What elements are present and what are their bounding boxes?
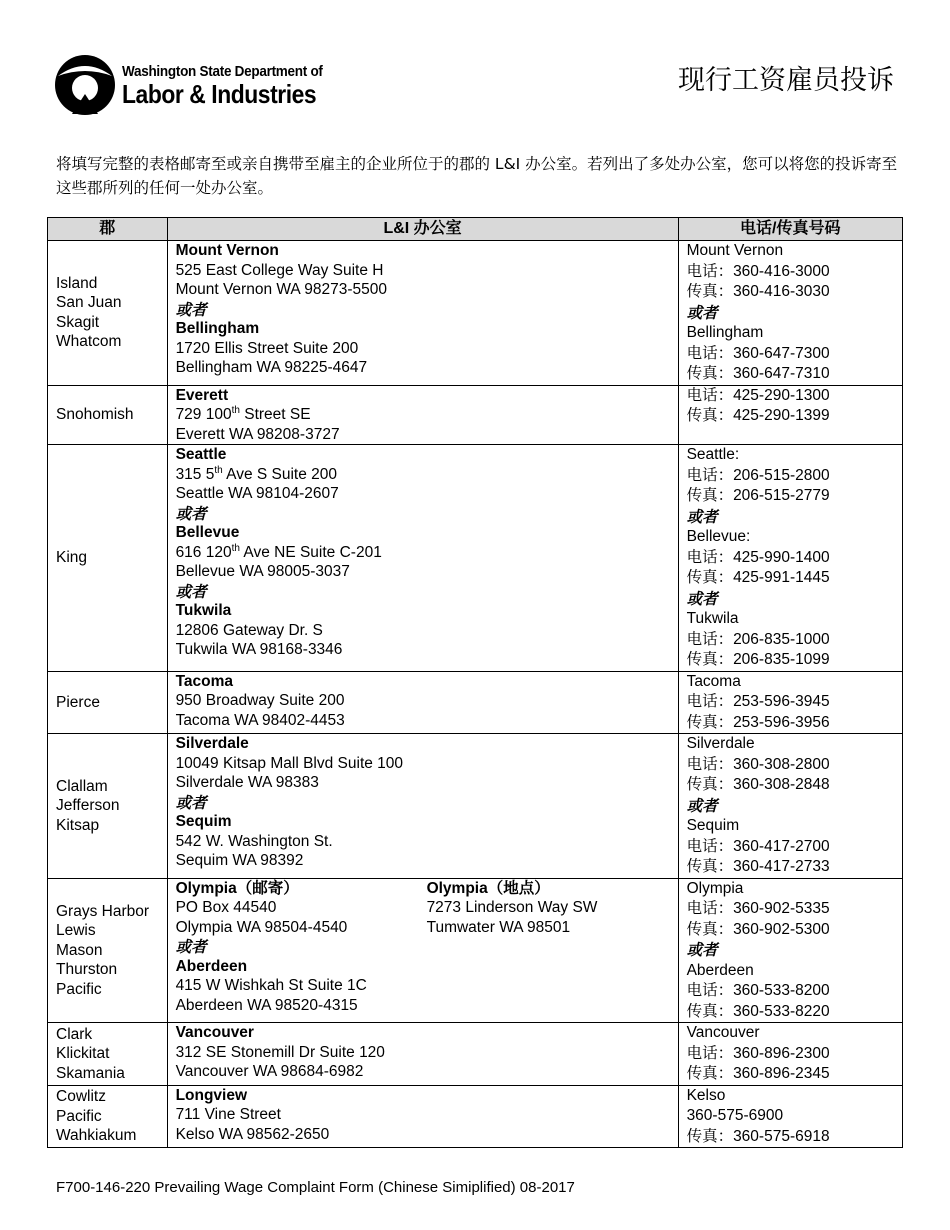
table-row [48, 1085, 903, 1148]
office-name: Olympia（邮寄） [175, 879, 299, 897]
phone-cell: Kelso 360-575-6900 传真：360-575-6918 [678, 1085, 902, 1148]
phone-cell: Vancouver 电话：360-896-2300 传真：360-896-2345 [678, 1023, 902, 1086]
office-name: Everett [175, 386, 229, 404]
lni-logo-mark [54, 54, 116, 116]
office-cell: Longview 711 Vine Street Kelso WA 98562-2650 [167, 1085, 678, 1148]
office-name: Aberdeen [175, 957, 248, 975]
office-name: Olympia（地点） [426, 879, 550, 897]
office-cell: Seattle 315 5th Ave S Suite 200 Seattle WA 98104-2607 或者 Bellevue 616 120th Ave NE Suite C-201 Bellevue WA 98005-3037 或者 Tukwila 12806 Gateway Dr. S Tukwila WA 98168-3346 [167, 445, 678, 672]
county-cell: Grays Harbor Lewis Mason Thurston Pacific [48, 878, 168, 1023]
office-name: Silverdale [175, 735, 249, 752]
phone-cell: Olympia 电话：360-902-5335 传真：360-902-5300 或者 Aberdeen 电话：360-533-8200 传真：360-533-8220 [678, 878, 902, 1023]
phone-cell: Seattle: 电话：206-515-2800 传真：206-515-2779 或者 Bellevue: 电话：425-990-1400 传真：425-991-1445 或者 Tukwila 电话：206-835-1000 传真：206-835-1099 [678, 445, 902, 672]
header-office: L&I 办公室 [167, 218, 678, 241]
office-table [47, 217, 903, 1148]
phone-cell: Mount Vernon 电话：360-416-3000 传真：360-416-3030 或者 Bellingham 电话：360-647-7300 传真：360-647-7310 [678, 241, 902, 386]
office-name: Sequim [175, 813, 232, 830]
office-name: Vancouver [175, 1024, 254, 1041]
office-name: Tacoma [175, 672, 233, 690]
table-row [48, 241, 903, 386]
lni-logo [54, 54, 345, 116]
table-row [48, 878, 903, 1023]
table-row [48, 385, 903, 445]
county-cell: Cowlitz Pacific Wahkiakum [48, 1085, 168, 1148]
office-cell: Silverdale 10049 Kitsap Mall Blvd Suite 100 Silverdale WA 98383 或者 Sequim 542 W. Washington St. Sequim WA 98392 [167, 734, 678, 879]
office-cell: Olympia（邮寄） PO Box 44540 Olympia WA 98504-4540 Olympia（地点） 7273 Linderson Way SW Tumwater WA 98501 或者 Aberdeen 415 W Wishkah St Suite 1C Aberdeen WA 98520-4315 [167, 878, 678, 1023]
office-name: Bellingham [175, 320, 260, 337]
phone-cell: Tacoma 电话：253-596-3945 传真：253-596-3956 [678, 671, 902, 734]
header-county: 郡 [48, 218, 168, 241]
office-name: Bellevue [175, 524, 240, 541]
office-name: Tukwila [175, 602, 232, 619]
office-name: Longview [175, 1086, 248, 1104]
office-name: Seattle [175, 446, 227, 463]
county-cell: Snohomish [48, 385, 168, 445]
logo-agency-name: Labor & Industries [122, 78, 317, 109]
intro-paragraph: 将填写完整的表格邮寄至或亲自携带至雇主的企业所位于的郡的 L&I 办公室。若列出了多处办公室，您可以将您的投诉寄至这些郡所列的任何一处办公室。 [56, 155, 898, 197]
office-cell: Mount Vernon 525 East College Way Suite H Mount Vernon WA 98273-5500 或者 Bellingham 1720 Ellis Street Suite 200 Bellingham WA 98225-4647 [167, 241, 678, 386]
county-cell: Pierce [48, 671, 168, 734]
county-cell: King [48, 445, 168, 672]
form-footer: F700-146-220 Prevailing Wage Complaint Form (Chinese Simiplified) 08-2017 [56, 1179, 575, 1196]
office-cell: Vancouver 312 SE Stonemill Dr Suite 120 Vancouver WA 98684-6982 [167, 1023, 678, 1086]
table-row [48, 1023, 903, 1086]
table-row [48, 734, 903, 879]
office-name: Mount Vernon [175, 242, 279, 259]
phone-cell: Silverdale 电话：360-308-2800 传真：360-308-2848 或者 Sequim 电话：360-417-2700 传真：360-417-2733 [678, 734, 902, 879]
county-cell: Island San Juan Skagit Whatcom [48, 241, 168, 386]
table-header-row [48, 218, 903, 241]
county-cell: Clark Klickitat Skamania [48, 1023, 168, 1086]
county-cell: Clallam Jefferson Kitsap [48, 734, 168, 879]
office-cell: Tacoma 950 Broadway Suite 200 Tacoma WA 98402-4453 [167, 671, 678, 734]
header-phone: 电话/传真号码 [678, 218, 902, 241]
page-title: 现行工资雇员投诉 [678, 65, 894, 96]
phone-cell: 电话：425-290-1300 传真：425-290-1399 [678, 385, 902, 445]
office-cell: Everett 729 100th Street SE Everett WA 98208-3727 [167, 385, 678, 445]
table-row [48, 445, 903, 672]
logo-agency-line: Washington State Department of [122, 62, 323, 80]
table-row [48, 671, 903, 734]
